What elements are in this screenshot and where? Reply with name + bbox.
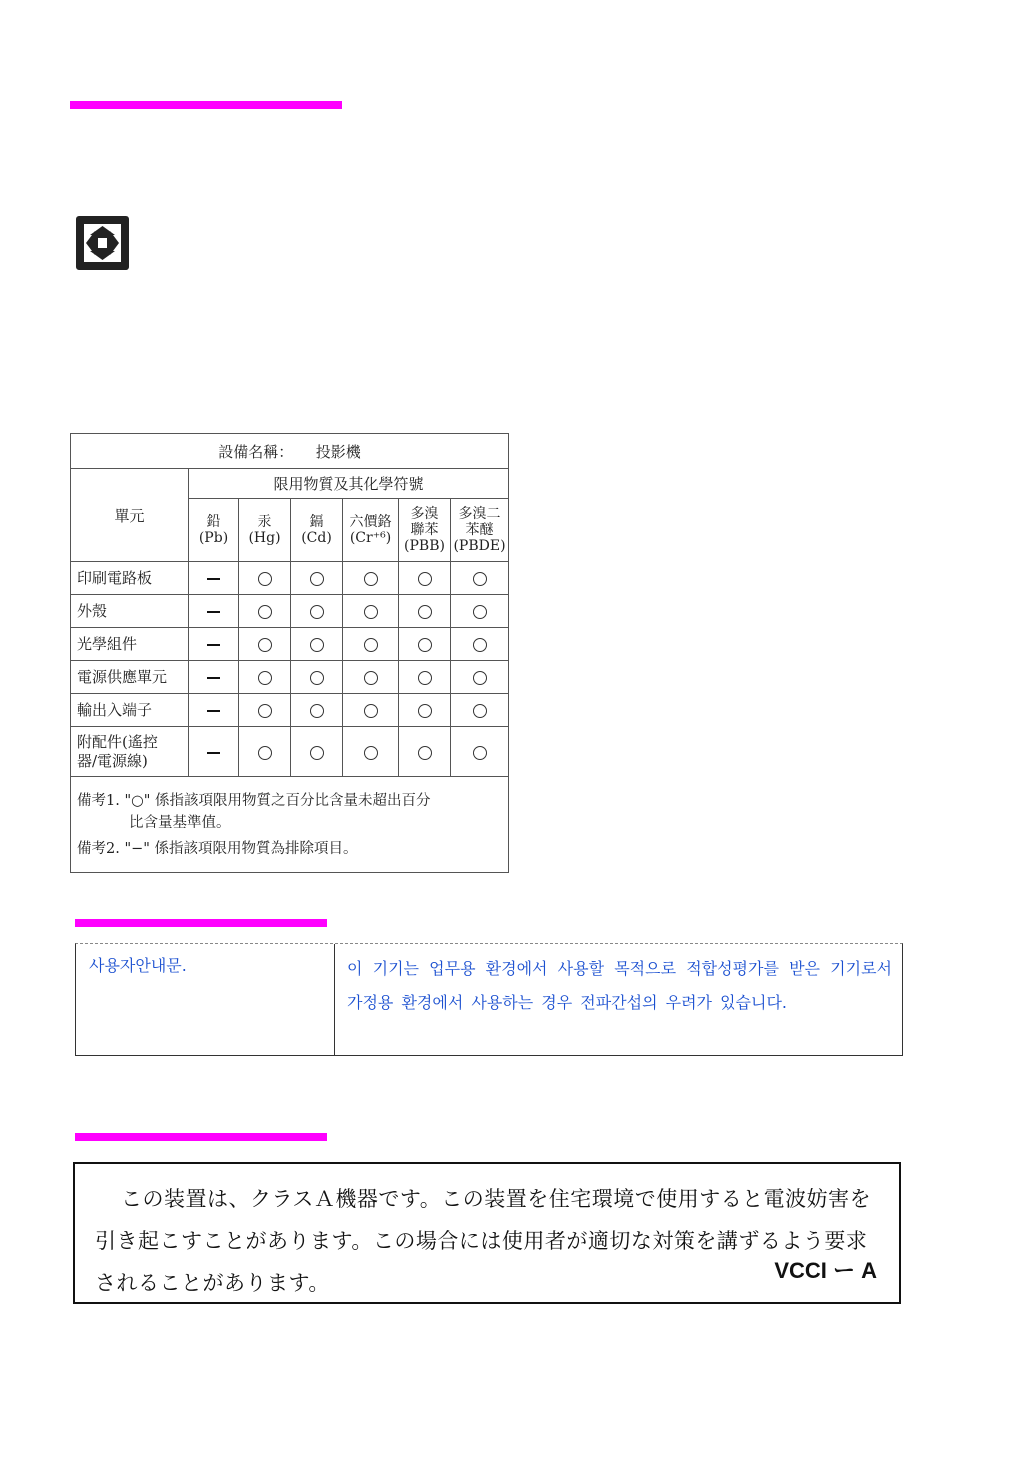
circle-mark-icon <box>418 638 432 652</box>
circle-mark-icon <box>310 572 324 586</box>
substance-mark-cell <box>189 661 239 694</box>
circle-mark-icon <box>473 671 487 685</box>
table-title: 設備名稱： 投影機 <box>71 434 509 469</box>
substance-mark-cell <box>399 661 451 694</box>
part-name: 外殼 <box>71 595 189 628</box>
substance-mark-cell <box>291 694 343 727</box>
unit-header: 單元 <box>71 469 189 562</box>
column-header-cr6: 六價鉻 (Cr⁺⁶) <box>343 499 399 562</box>
circle-mark-icon <box>364 746 378 760</box>
hazardous-substances-table <box>70 433 509 873</box>
substance-mark-cell <box>189 628 239 661</box>
part-name: 印刷電路板 <box>71 562 189 595</box>
circle-mark-icon <box>364 704 378 718</box>
substance-mark-cell <box>291 661 343 694</box>
substance-mark-cell <box>189 562 239 595</box>
substance-mark-cell <box>189 595 239 628</box>
part-name: 輸出入端子 <box>71 694 189 727</box>
substance-mark-cell <box>343 562 399 595</box>
circle-mark-icon <box>258 605 272 619</box>
circle-mark-icon <box>364 572 378 586</box>
substance-mark-cell <box>451 694 509 727</box>
column-header-cd: 鎘 (Cd) <box>291 499 343 562</box>
substance-mark-cell <box>189 727 239 777</box>
vcci-mark: VCCI ー A <box>774 1258 877 1283</box>
circle-mark-icon <box>473 704 487 718</box>
circle-mark-icon <box>473 605 487 619</box>
substance-mark-cell <box>343 628 399 661</box>
circle-mark-icon <box>310 638 324 652</box>
table-row <box>71 661 509 694</box>
note-1: 備考1. "○" 係指該項限用物質之百分比含量未超出百分 <box>77 792 431 809</box>
dash-mark-icon <box>207 578 220 580</box>
substance-mark-cell <box>451 661 509 694</box>
substance-mark-cell <box>399 727 451 777</box>
part-name: 光學組件 <box>71 628 189 661</box>
circle-mark-icon <box>364 605 378 619</box>
table-notes <box>71 777 509 873</box>
table-row <box>71 628 509 661</box>
substance-mark-cell <box>399 562 451 595</box>
column-header-pbde: 多溴二 苯醚 (PBDE) <box>451 499 509 562</box>
circle-mark-icon <box>418 746 432 760</box>
table-row <box>71 595 509 628</box>
substance-mark-cell <box>291 727 343 777</box>
circle-mark-icon <box>418 572 432 586</box>
note-2: 備考2. "−" 係指該項限用物質為排除項目。 <box>77 840 358 857</box>
substance-mark-cell <box>239 562 291 595</box>
circle-mark-icon <box>364 671 378 685</box>
recycle-icon <box>75 215 130 271</box>
table-row <box>71 694 509 727</box>
table-row <box>71 562 509 595</box>
substance-group-header: 限用物質及其化學符號 <box>189 469 509 499</box>
substance-mark-cell <box>343 727 399 777</box>
substance-mark-cell <box>399 694 451 727</box>
substance-mark-cell <box>399 628 451 661</box>
substance-mark-cell <box>343 595 399 628</box>
circle-mark-icon <box>258 746 272 760</box>
korean-notice-box <box>75 943 903 1056</box>
circle-mark-icon <box>473 572 487 586</box>
dash-mark-icon <box>207 710 220 712</box>
circle-mark-icon <box>258 572 272 586</box>
korean-notice-text: 이 기기는 업무용 환경에서 사용할 목적으로 적합성평가를 받은 기기로서 가정용 환경에서 사용하는 경우 전파간섭의 우려가 있습니다. <box>347 959 892 1012</box>
circle-mark-icon <box>310 605 324 619</box>
circle-mark-icon <box>310 704 324 718</box>
dash-mark-icon <box>207 611 220 613</box>
part-name: 電源供應單元 <box>71 661 189 694</box>
section-divider-bar <box>70 101 342 109</box>
circle-mark-icon <box>310 671 324 685</box>
substance-mark-cell <box>239 595 291 628</box>
circle-mark-icon <box>418 671 432 685</box>
part-name: 附配件(遙控 器/電源線) <box>71 727 189 777</box>
vcci-notice-box <box>73 1162 901 1304</box>
vcci-notice-text: この装置は、クラスＡ機器です。この装置を住宅環境で使用すると電波妨害を引き起こすことがあります。この場合には使用者が適切な対策を講ずるよう要求されることがあります。 <box>95 1187 872 1295</box>
substance-mark-cell <box>239 628 291 661</box>
substance-mark-cell <box>291 628 343 661</box>
korean-notice-label: 사용자안내문. <box>76 944 335 1055</box>
substance-mark-cell <box>451 562 509 595</box>
circle-mark-icon <box>258 704 272 718</box>
note-1-continued: 比含量基準值。 <box>129 814 231 831</box>
substance-mark-cell <box>343 661 399 694</box>
circle-mark-icon <box>258 638 272 652</box>
circle-mark-icon <box>310 746 324 760</box>
circle-mark-icon <box>418 704 432 718</box>
column-header-pb: 鉛 (Pb) <box>189 499 239 562</box>
dash-mark-icon <box>207 644 220 646</box>
dash-mark-icon <box>207 677 220 679</box>
column-header-pbb: 多溴 聯苯 (PBB) <box>399 499 451 562</box>
substance-mark-cell <box>291 595 343 628</box>
substance-mark-cell <box>451 628 509 661</box>
substance-mark-cell <box>343 694 399 727</box>
substance-mark-cell <box>291 562 343 595</box>
substance-mark-cell <box>239 727 291 777</box>
substance-mark-cell <box>451 727 509 777</box>
circle-mark-icon <box>473 746 487 760</box>
substance-mark-cell <box>239 694 291 727</box>
substance-mark-cell <box>451 595 509 628</box>
section-divider-bar <box>75 1133 327 1141</box>
substance-mark-cell <box>189 694 239 727</box>
table-row <box>71 727 509 777</box>
substance-mark-cell <box>399 595 451 628</box>
circle-mark-icon <box>364 638 378 652</box>
column-header-hg: 汞 (Hg) <box>239 499 291 562</box>
substance-mark-cell <box>239 661 291 694</box>
section-divider-bar <box>75 919 327 927</box>
dash-mark-icon <box>207 752 220 754</box>
circle-mark-icon <box>418 605 432 619</box>
circle-mark-icon <box>473 638 487 652</box>
circle-mark-icon <box>258 671 272 685</box>
